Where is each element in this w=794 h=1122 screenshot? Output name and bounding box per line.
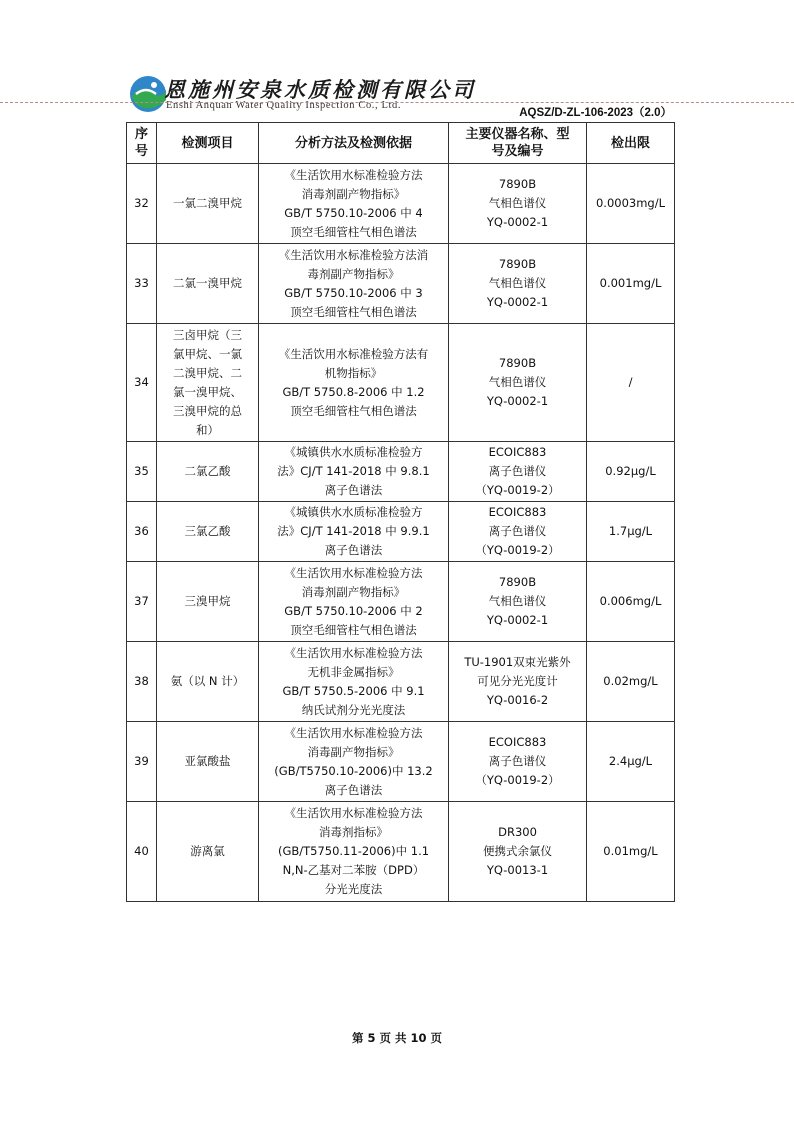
instrument-line: 7890B xyxy=(498,575,537,589)
test-method-line: 顶空毛细管柱气相色谱法 xyxy=(290,224,417,239)
header-no: 序号 xyxy=(127,123,157,164)
instrument xyxy=(449,442,587,502)
test-method-line: 毒剂副产物指标》 xyxy=(307,266,400,281)
instrument-line: YQ-0002-1 xyxy=(486,295,549,309)
table-header-row xyxy=(127,123,675,164)
instrument-line: 离子色谱仪 xyxy=(488,524,547,538)
instrument-line: 可见分光光度计 xyxy=(477,674,558,688)
test-method-line: GB/T 5750.5-2006 中 9.1 xyxy=(282,683,425,698)
header-limit: 检出限 xyxy=(587,123,675,164)
test-method-line: 消毒副产物指标》 xyxy=(307,744,400,759)
test-item-line: 二氯一溴甲烷 xyxy=(173,276,242,290)
instrument-line: 气相色谱仪 xyxy=(488,375,547,389)
instrument-line: 7890B xyxy=(498,356,537,370)
instrument-line: 7890B xyxy=(498,177,537,191)
test-method xyxy=(259,164,449,244)
test-item-line: 氨（以 N 计） xyxy=(170,674,245,688)
table-row xyxy=(127,722,675,802)
test-method-line: 法》CJ/T 141-2018 中 9.8.1 xyxy=(277,464,430,478)
test-method-line: 《生活饮用水标准检验方法 xyxy=(284,806,423,820)
test-item-line: 游离氯 xyxy=(190,844,225,858)
table-row xyxy=(127,502,675,562)
header-instrument: 主要仪器名称、型号及编号 xyxy=(449,123,587,164)
test-item xyxy=(157,442,259,502)
page-number: 第 5 页 共 10 页 xyxy=(351,1031,443,1045)
test-method-line: (GB/T5750.11-2006)中 1.1 xyxy=(277,844,430,858)
table-row xyxy=(127,324,675,442)
test-item-line: 三卤甲烷（三 xyxy=(173,327,242,342)
company-name-cn: 恩施州安泉水质检测有限公司 xyxy=(164,77,476,102)
test-method-line: 离子色谱法 xyxy=(324,543,383,557)
test-method xyxy=(259,562,449,642)
test-method-line: 《生活饮用水标准检验方法 xyxy=(284,167,423,182)
instrument-line: ECOIC883 xyxy=(488,735,547,749)
instrument-line: YQ-0013-1 xyxy=(486,863,549,877)
test-method-line: 消毒剂副产物指标》 xyxy=(301,186,406,201)
test-method xyxy=(259,502,449,562)
instrument-line: YQ-0002-1 xyxy=(486,394,549,408)
header-item: 检测项目 xyxy=(157,123,259,164)
instrument xyxy=(449,642,587,722)
row-number: 35 xyxy=(127,442,157,502)
test-item xyxy=(157,164,259,244)
document-number: AQSZ/D-ZL-106-2023（2.0） xyxy=(519,107,672,119)
test-method-line: GB/T 5750.10-2006 中 4 xyxy=(284,205,423,220)
instrument-line: （YQ-0019-2） xyxy=(475,773,560,787)
company-name-en: Enshi Anquan Water Quality Inspection Co., Ltd. xyxy=(166,100,402,111)
test-method xyxy=(259,642,449,722)
instrument xyxy=(449,244,587,324)
test-method xyxy=(259,802,449,902)
row-number: 40 xyxy=(127,802,157,902)
row-number: 32 xyxy=(127,164,157,244)
instrument-line: 气相色谱仪 xyxy=(488,276,547,290)
header-method: 分析方法及检测依据 xyxy=(259,123,449,164)
test-method-line: 《生活饮用水标准检验方法有 xyxy=(278,346,429,361)
instrument-line: YQ-0002-1 xyxy=(486,613,549,627)
detection-limit: 2.4μg/L xyxy=(587,722,675,802)
test-method-line: 《生活饮用水标准检验方法 xyxy=(284,565,423,580)
test-item-line: 二氯乙酸 xyxy=(184,464,231,478)
test-method xyxy=(259,442,449,502)
test-item-line: 亚氯酸盐 xyxy=(184,754,231,768)
test-method-line: 《生活饮用水标准检验方法消 xyxy=(278,247,429,262)
test-method-line: GB/T 5750.10-2006 中 2 xyxy=(284,603,423,618)
test-method-line: 机物指标》 xyxy=(324,365,383,380)
company-logo-icon xyxy=(128,74,168,114)
test-method-line: 《城镇供水水质标准检验方 xyxy=(284,505,423,519)
row-number: 33 xyxy=(127,244,157,324)
instrument xyxy=(449,722,587,802)
header-divider xyxy=(0,102,794,103)
test-method-line: 分光光度法 xyxy=(324,882,383,896)
test-method-line: GB/T 5750.8-2006 中 1.2 xyxy=(282,384,425,399)
test-item-line: 氯甲烷、一氯 xyxy=(173,346,242,361)
instrument-line: （YQ-0019-2） xyxy=(475,483,560,497)
instrument-line: （YQ-0019-2） xyxy=(475,543,560,557)
test-method-line: 顶空毛细管柱气相色谱法 xyxy=(290,403,417,418)
test-method-line: GB/T 5750.10-2006 中 3 xyxy=(284,285,423,300)
instrument-line: ECOIC883 xyxy=(488,445,547,459)
table-row xyxy=(127,642,675,722)
instrument-line: YQ-0016-2 xyxy=(486,693,549,707)
instrument xyxy=(449,164,587,244)
instrument-line: 气相色谱仪 xyxy=(488,594,547,608)
row-number: 39 xyxy=(127,722,157,802)
test-method-line: 无机非金属指标》 xyxy=(307,664,400,679)
instrument-line: 7890B xyxy=(498,257,537,271)
test-item-line: 三氯乙酸 xyxy=(184,524,231,538)
test-method-line: 法》CJ/T 141-2018 中 9.9.1 xyxy=(277,524,430,538)
row-number: 36 xyxy=(127,502,157,562)
instrument-line: TU-1901双束光紫外 xyxy=(464,655,571,669)
test-method-line: (GB/T5750.10-2006)中 13.2 xyxy=(274,763,433,778)
detection-limit: 0.006mg/L xyxy=(587,562,675,642)
test-methods-table xyxy=(126,122,675,902)
test-method xyxy=(259,324,449,442)
test-method-line: 消毒剂指标》 xyxy=(319,825,388,839)
detection-limit: 0.92μg/L xyxy=(587,442,675,502)
test-method xyxy=(259,244,449,324)
test-item-line: 三溴甲烷的总 xyxy=(173,403,242,418)
test-method-line: N,N-乙基对二苯胺（DPD） xyxy=(282,863,425,877)
test-method-line: 离子色谱法 xyxy=(324,782,383,797)
instrument-line: 气相色谱仪 xyxy=(488,196,547,210)
instrument-line: DR300 xyxy=(498,825,537,839)
detection-limit: 0.001mg/L xyxy=(587,244,675,324)
instrument-line: 离子色谱仪 xyxy=(488,464,547,478)
instrument xyxy=(449,324,587,442)
table-row xyxy=(127,244,675,324)
test-item xyxy=(157,722,259,802)
test-item xyxy=(157,802,259,902)
detection-limit: 0.0003mg/L xyxy=(587,164,675,244)
test-item xyxy=(157,562,259,642)
instrument-line: 便携式余氯仪 xyxy=(483,844,552,858)
instrument-line: 离子色谱仪 xyxy=(488,754,547,768)
test-method-line: 顶空毛细管柱气相色谱法 xyxy=(290,622,417,637)
table-row xyxy=(127,442,675,502)
detection-limit: 0.01mg/L xyxy=(587,802,675,902)
test-item xyxy=(157,642,259,722)
row-number: 38 xyxy=(127,642,157,722)
instrument-line: ECOIC883 xyxy=(488,505,547,519)
test-method-line: 顶空毛细管柱气相色谱法 xyxy=(290,304,417,319)
test-item-line: 氯一溴甲烷、 xyxy=(173,384,242,399)
detection-limit: 0.02mg/L xyxy=(587,642,675,722)
test-method-line: 纳氏试剂分光光度法 xyxy=(301,702,406,717)
test-method-line: 《生活饮用水标准检验方法 xyxy=(284,645,423,660)
test-item xyxy=(157,324,259,442)
instrument xyxy=(449,802,587,902)
row-number: 37 xyxy=(127,562,157,642)
table-row xyxy=(127,164,675,244)
instrument-line: YQ-0002-1 xyxy=(486,215,549,229)
instrument xyxy=(449,562,587,642)
test-method-line: 《城镇供水水质标准检验方 xyxy=(284,445,423,459)
test-method-line: 《生活饮用水标准检验方法 xyxy=(284,725,423,740)
detection-limit: 1.7μg/L xyxy=(587,502,675,562)
test-item xyxy=(157,244,259,324)
detection-limit: / xyxy=(587,324,675,442)
instrument xyxy=(449,502,587,562)
test-item xyxy=(157,502,259,562)
test-item-line: 一氯二溴甲烷 xyxy=(173,196,242,210)
row-number: 34 xyxy=(127,324,157,442)
test-item-line: 和） xyxy=(196,422,219,437)
test-method-line: 离子色谱法 xyxy=(324,483,383,497)
test-item-line: 三溴甲烷 xyxy=(184,594,231,608)
table-row xyxy=(127,802,675,902)
table-row xyxy=(127,562,675,642)
test-method-line: 消毒剂副产物指标》 xyxy=(301,584,406,599)
test-item-line: 二溴甲烷、二 xyxy=(173,365,242,380)
test-method xyxy=(259,722,449,802)
